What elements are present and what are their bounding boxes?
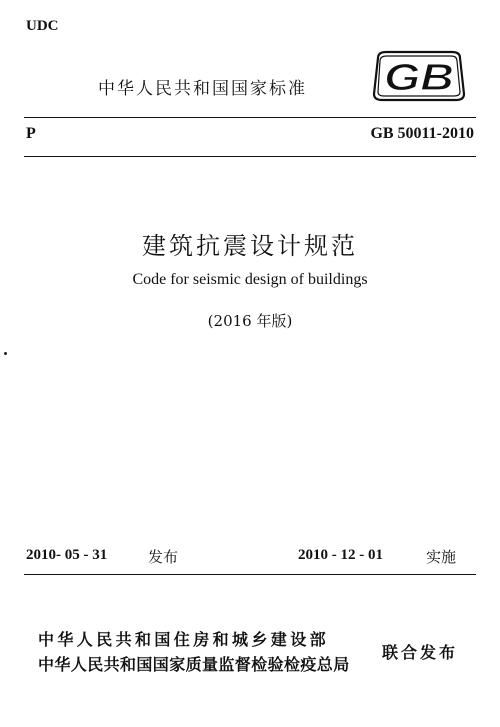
header-rule [24,156,476,157]
publisher-line-1: 中华人民共和国住房和城乡建设部 [38,630,330,649]
standard-type: 中华人民共和国国家标准 [98,79,307,99]
standard-number: GB 50011-2010 [370,125,474,142]
gb-logo [370,50,468,102]
udc-label: UDC [26,18,59,34]
implement-label: 实施 [426,548,457,566]
implement-date: 2010 - 12 - 01 [298,547,383,563]
classification-code: P [26,125,36,142]
title-chinese: 建筑抗震设计规范 [142,232,358,260]
issue-date: 2010- 05 - 31 [26,547,108,563]
publisher-line-2: 中华人民共和国国家质量监督检验检疫总局 [38,655,350,674]
scan-speck [4,352,7,355]
edition-label: (2016 年版) [207,312,293,330]
footer-rule [24,574,476,575]
top-rule [24,117,476,118]
issue-label: 发布 [148,548,179,566]
joint-issue-label: 联合发布 [382,643,459,662]
gb-logo-text: GB [384,57,454,99]
title-english: Code for seismic design of buildings [132,271,368,288]
